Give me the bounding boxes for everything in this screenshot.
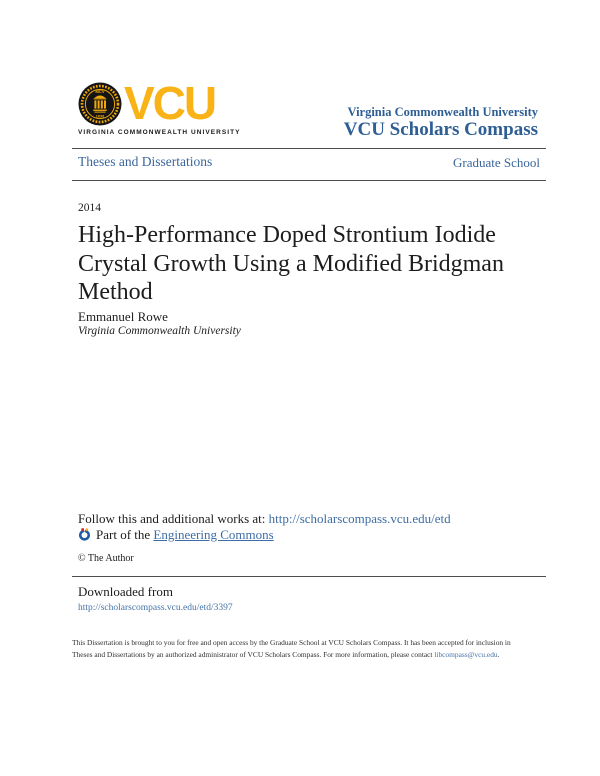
document-title-line: Method	[78, 279, 153, 305]
digital-commons-icon	[78, 528, 91, 541]
svg-text:1838: 1838	[95, 114, 105, 119]
author-affiliation: Virginia Commonwealth University	[78, 325, 241, 337]
document-url-link[interactable]: http://scholarscompass.vcu.edu/etd/3397	[78, 603, 233, 613]
svg-text:MCV: MCV	[95, 88, 105, 94]
document-title	[78, 221, 504, 307]
footer-fine-print-line1: This Dissertation is brought to you for free and open access by the Graduate School at VCU Scholars Compass. It has been accepted for inclusion in	[72, 638, 511, 647]
divider-top	[72, 148, 546, 149]
divider-download	[72, 576, 546, 577]
nav-graduate-school-link[interactable]: Graduate School	[452, 155, 540, 170]
part-of-line	[78, 527, 274, 543]
vcu-seal-icon	[78, 82, 122, 126]
contact-email-link[interactable]: libcompass@vcu.edu	[434, 650, 498, 660]
document-title-line: High-Performance Doped Strontium Iodide	[78, 222, 496, 248]
footer-fine-print-line2: Theses and Dissertations by an authorized administrator of VCU Scholars Compass. For more information, please contact libcompass@vcu.edu.	[72, 650, 500, 660]
publication-year: 2014	[78, 202, 101, 214]
footer-fine-print	[72, 637, 511, 662]
divider-nav	[72, 180, 546, 181]
part-of-label: Part of the	[96, 527, 154, 542]
site-university-name: Virginia Commonwealth University	[347, 105, 538, 119]
etd-collection-link[interactable]: http://scholarscompass.vcu.edu/etd	[268, 511, 451, 526]
author-name: Emmanuel Rowe	[78, 309, 168, 324]
site-name: VCU Scholars Compass	[343, 119, 538, 140]
copyright-notice: © The Author	[78, 553, 134, 564]
engineering-commons-link[interactable]: Engineering Commons	[153, 527, 274, 542]
vcu-wordmark: VIRGINIA COMMONWEALTH UNIVERSITY	[78, 129, 241, 136]
downloaded-from-label: Downloaded from	[78, 584, 173, 599]
follow-works-label: Follow this and additional works at:	[78, 511, 269, 526]
site-title-block	[344, 105, 538, 139]
vcu-logotype: VCU	[124, 77, 216, 129]
nav-theses-and-dissertations-link[interactable]: Theses and Dissertations	[78, 154, 213, 169]
follow-works-line	[78, 511, 451, 527]
document-title-line: Crystal Growth Using a Modified Bridgman	[78, 250, 504, 277]
